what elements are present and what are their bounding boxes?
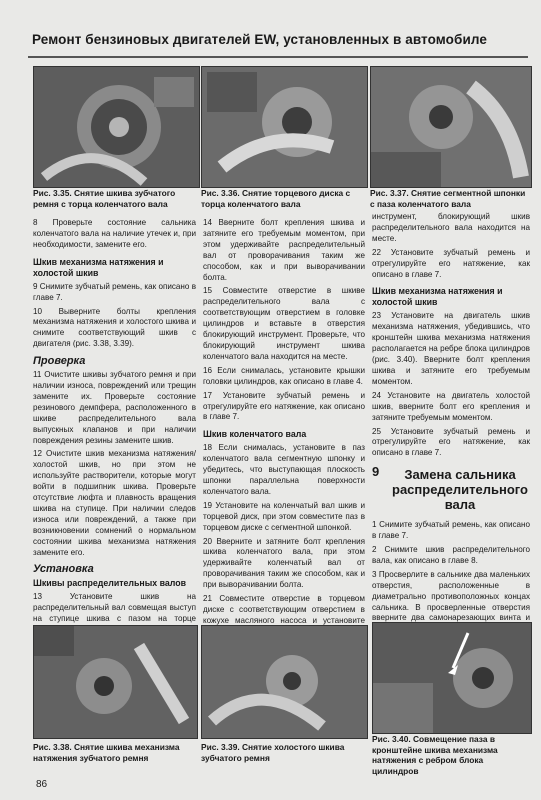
photo-fig-3-37 [370,66,532,188]
heading-install: Установка [33,563,94,576]
heading-check: Проверка [33,355,86,368]
section-9-heading [372,464,530,513]
paragraph-24: 24 Установите на двигатель холостой шкив, вверните болт его крепления и затяните требуемым моментом. [372,390,530,422]
page-number: 86 [36,779,48,790]
caption-fig-3-36: Рис. 3.36. Снятие торцевого диска с торца коленчатого вала [201,188,351,209]
paragraph-11: 11 Очистите шкивы зубчатого ремня и при наличии износа, повреждений или трещин замените их. Проверьте состояние резинового демпфера, расположенного в шкиве распределительного вала выпускных клапанов и при наличии повреждения резины замените шкив. [33,370,196,445]
paragraph-10: 10 Выверните болты крепления механизма натяжения и холостого шкива и снимите соответствующий шкив с двигателя (рис. 3.38, 3.39). [33,306,196,349]
paragraph-20: 20 Вверните и затяните болт крепления шкива коленчатого вала, при этом удерживайте коленчатый вал от проворачивания таким же способом, как и при выворачивании болта. [203,536,365,590]
heading-tension-pulley: Шкив механизма натяжения и холостой шкив [33,256,164,278]
photo-fig-3-36 [201,66,368,188]
section-number: 9 [372,464,380,480]
paragraph-17: 17 Установите зубчатый ремень и отрегулируйте его натяжение, как описано в главе 7. [203,390,365,422]
section-9-step-1: 1 Снимите зубчатый ремень, как описано в главе 7. [372,520,530,541]
paragraph-25: 25 Установите зубчатый ремень и отрегулируйте его натяжение, как описано в главе 7. [372,426,530,458]
paragraph-21: 21 Совместите отверстие в торцевом диске с соответствующим отверстием в кожухе масляного насоса и установите [203,594,365,625]
caption-fig-3-35: Рис. 3.35. Снятие шкива зубчатого ремня с торца коленчатого вала [33,188,176,209]
section-9-step-2: 2 Снимите шкив распределительного вала, как описано в главе 8. [372,545,530,565]
caption-fig-3-39: Рис. 3.39. Снятие холостого шкива зубчатого ремня [201,742,345,763]
heading-crank-pulley: Шкив коленчатого вала [203,429,307,440]
paragraph-12: 12 Очистите шкив механизма натяжения/холостой шкив, но при этом не используйте растворители, которые могут войти в подшипник шкива. Проверьте отсутствие люфта и плавность вращения шкива на ступице. При наличии следов износа или повреждений, а также при возникновении сомнений о нормальном состоянии шкива механизма натяжения замените его. [33,449,196,557]
section-title: Замена сальника распределительного вала [392,467,528,513]
paragraph-13: 13 Установите шкив на распределительный вал совмещая выступ на ступице шкива с пазом на торце [33,592,196,624]
caption-fig-3-40: Рис. 3.40. Совмещение паза в кронштейне шкива механизма натяжения с ребром блока цилиндров [372,734,498,776]
paragraph-8: 8 Проверьте состояние сальника коленчатого вала на наличие утечек и, при необходимости, замените его. [33,218,196,249]
paragraph-9: 9 Снимите зубчатый ремень, как описано в главе 7. [33,281,196,302]
paragraph-18: 18 Если снималась, установите в паз коленчатого вала сегментную шпонку и убедитесь, что выступающая плоскость шпонки параллельна поверхности коленчатого вала. [203,443,365,496]
paragraph-22: 22 Установите зубчатый ремень и отрегулируйте его натяжение, как описано в главе 7. [372,247,530,279]
section-9-step-3: 3 Просверлите в сальнике два маленьких отверстия, расположенные в диаметрально противоположных концах сальника. В просверленные отверстия вверните два самонарезающих винта и [372,569,530,623]
paragraph-continued: инструмент, блокирующий шкив распределительного вала находится на месте. [372,212,530,243]
caption-fig-3-37: Рис. 3.37. Снятие сегментной шпонки с паза коленчатого вала [370,188,526,209]
heading-tension-pulley-2: Шкив механизма натяжения и холостой шкив [372,286,503,308]
text-column-3 [372,212,530,649]
paragraph-14: 14 Вверните болт крепления шкива и затяните его требуемым моментом, при этом удерживайте распределительный вал от проворачивания таким же способом, как и при выворачивании болта. [203,218,365,282]
photo-fig-3-40 [372,622,532,734]
text-column-1 [33,218,196,639]
photo-fig-3-39 [201,625,368,739]
paragraph-23: 23 Установите на двигатель шкив механизма натяжения, убедившись, что кронштейн шкива механизма натяжения располагается на ребре блока цилиндров (рис. 3.40). Вверните болт крепления шкива и затяните его требуемым моментом. [372,311,530,386]
paragraph-15: 15 Совместите отверстие в шкиве распределительного вала с соответствующим отверстием в головке цилиндров и вставьте в отверстия блокирующий инструмент. Проверьте, что блокирующий инструмент шкива коленчатого вала находится на месте. [203,286,365,361]
paragraph-19: 19 Установите на коленчатый вал шкив и торцевой диск, при этом совместите паз в торцевом диске с сегментной шпонкой. [203,500,365,532]
photo-fig-3-35 [33,66,200,188]
heading-cam-pulleys: Шкивы распределительных валов [33,578,187,589]
photo-fig-3-38 [33,625,198,739]
header-title: Ремонт бензиновых двигателей EW, установленных в автомобиле [32,32,487,47]
text-column-2 [203,218,365,641]
paragraph-16: 16 Если снималась, установите крышки головки цилиндров, как описано в главе 4. [203,365,365,386]
caption-fig-3-38: Рис. 3.38. Снятие шкива механизма натяжения зубчатого ремня [33,742,180,763]
page-header [28,28,528,58]
